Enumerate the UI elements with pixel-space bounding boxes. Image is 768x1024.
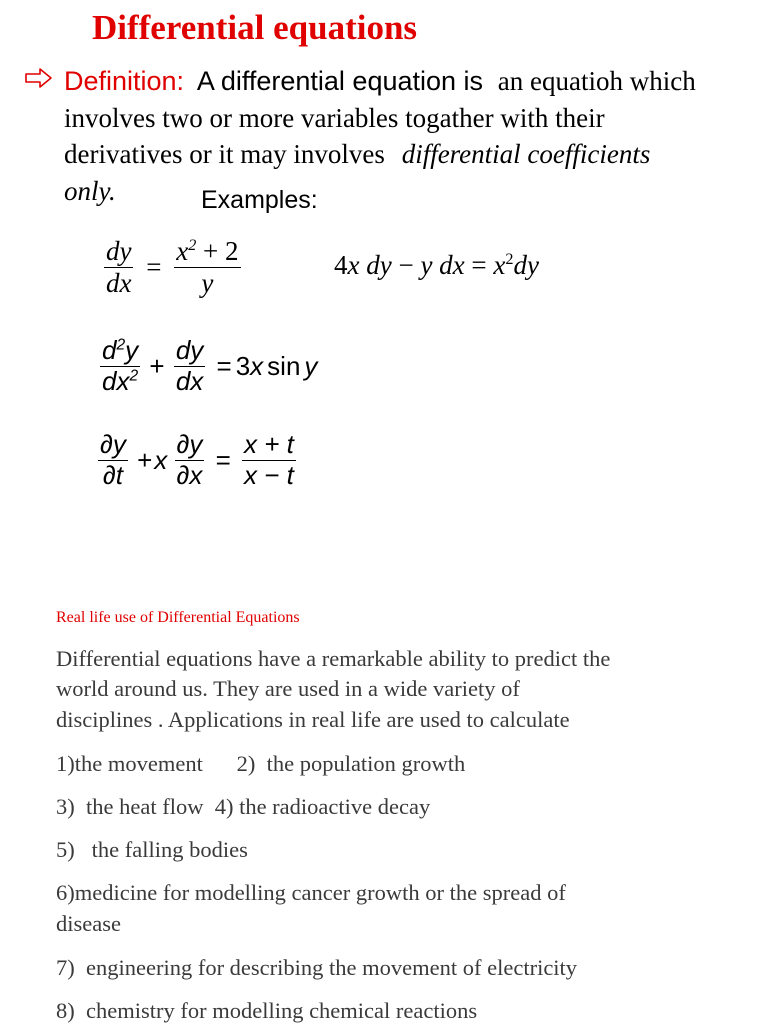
examples-label: Examples: [201,186,318,214]
section-heading: Real life use of Differential Equations [56,609,300,626]
eq3-fraction-1: $\frac{d^2y}{dx^2}$ [102,335,139,397]
definition-line-2: involves two or more variables togather with their [64,103,605,133]
definition-line-4: only. [64,176,116,206]
equation-3: $\frac{d^2y}{dx^2}$ + $\frac{dy}{dx}$ = 3x sin y [102,335,318,397]
intro-line-2: world around us. They are used in a wide variety of [56,676,520,701]
equation-4: $\frac{\partial y}{\partial t}$ +x $\frac{\partial y}{\partial x}$ = $\frac{x + t}{x - t}$ [100,429,294,491]
list-item: 3) the heat flow 4) the radioactive decay [56,794,431,819]
definition-text-d: differential coefficients [401,139,651,169]
definition-text-b: an equatioh which [497,66,696,96]
list-item: 6)medicine for modelling cancer growth or the spread of [56,880,566,905]
list-item: 7) engineering for describing the movement of electricity [56,955,578,980]
eq1-lhs-num: dy [106,236,132,266]
list-item: 5) the falling bodies [56,837,248,862]
eq4-fraction-1: $\frac{\partial y}{\partial t}$ [100,429,126,491]
eq1-rhs-fraction [174,236,240,299]
equation-2: 4x dy − y dx = $x^2dy$ [334,250,539,280]
definition-line-3 [64,139,650,170]
equation-1 [104,236,241,299]
eq3-fraction-2: $\frac{dy}{dx}$ [175,335,204,397]
list-item-continuation: disease [56,911,121,936]
eq1-lhs-fraction [104,236,133,299]
list-item: 1)the movement 2) the population growth [56,751,466,776]
eq1-rhs-den: y [201,268,214,299]
list-item: 8) chemistry for modelling chemical reactions [56,998,478,1023]
page-title: Differential equations [92,8,418,47]
arrow-right-icon [24,66,54,90]
eq1-rhs-num: $x^2 + 2$ [176,236,239,266]
intro-line-1: Differential equations have a remarkable ability to predict the [56,646,611,671]
definition-text-c: derivatives or it may involves [64,139,385,169]
definition-text-a: A differential equation is [196,66,484,96]
eq1-lhs-den: dx [106,268,132,299]
eq1-equals: = [146,252,162,283]
definition-label: Definition: [64,66,185,96]
eq4-fraction-3: $\frac{x + t}{x - t}$ [244,429,294,491]
definition-line-1 [64,66,696,97]
eq4-fraction-2: $\frac{\partial y}{\partial x}$ [176,429,203,491]
intro-line-3: disciplines . Applications in real life are used to calculate [56,707,570,732]
